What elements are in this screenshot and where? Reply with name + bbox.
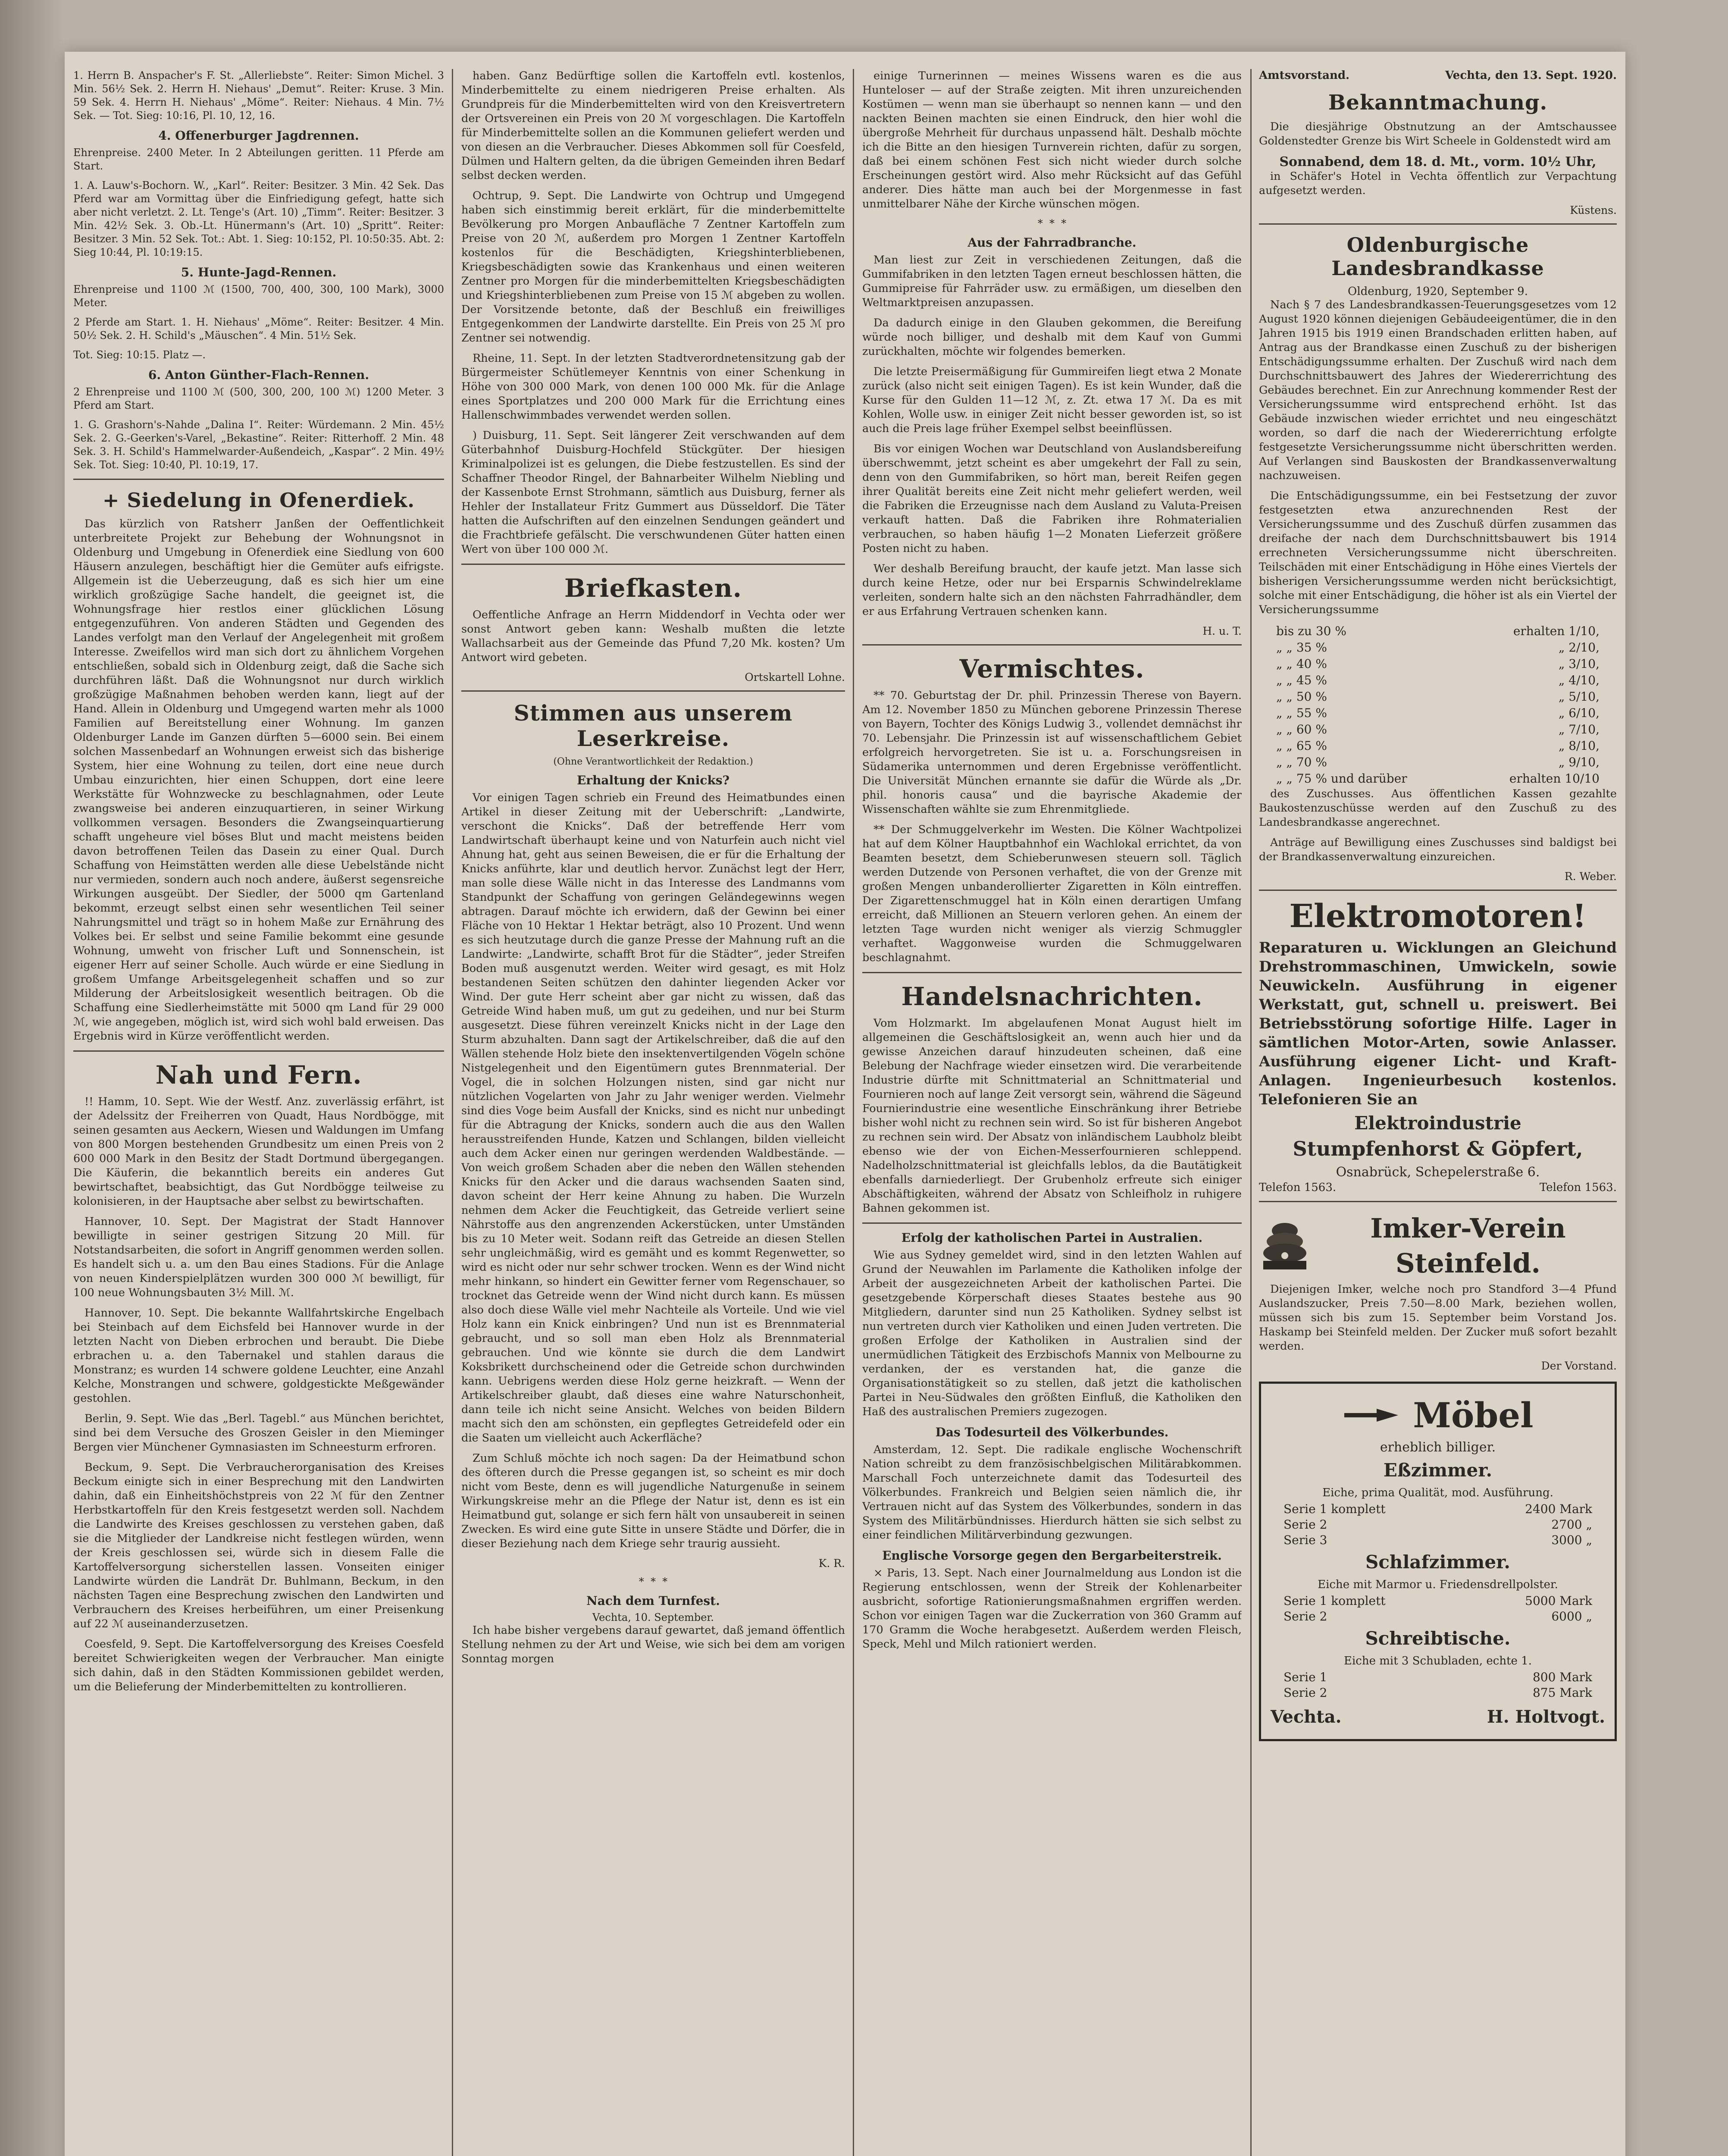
article-title-siedelung: + Siedelung in Ofenerdiek.: [102, 489, 415, 512]
article-title-englische-vorsorge: Englische Vorsorge gegen den Bergarbeiterstreik.: [882, 1548, 1222, 1563]
notice-date-line: Sonnabend, dem 18. d. Mt., vorm. 10½ Uhr,: [1279, 154, 1597, 169]
news-item: ** 70. Geburtstag der Dr. phil. Prinzessin Therese von Bayern. Am 12. November 1850 zu München geborene Prinzessin Therese von Bayern, Tochter des Königs Ludwig 3., vollendet demnächst ihr 70. Lebensjahr. Die Prinzessin ist auf wissenschaftlichem Gebiet erfolgreich hervorgetreten. Sie ist u. a. Forschungsreisen in Südamerika unternommen und deren Ergebnisse veröffentlicht. Die Universität München ernannte sie dafür die Würde als „Dr. phil. honoris causa“ und die bayrische Akademie der Wissenschaften wählte sie zum Ehrenmitgliede.: [862, 689, 1242, 816]
section-title-stimmen: Stimmen aus unserem Leserkreise.: [513, 700, 793, 751]
ad-signature: Der Vorstand.: [1541, 1360, 1617, 1372]
ad-merchant: H. Holtvogt.: [1487, 1707, 1605, 1727]
notice-date: Vechta, den 13. Sept. 1920.: [1445, 69, 1617, 82]
divider: [862, 972, 1242, 973]
divider: [1259, 223, 1617, 225]
column-1: [73, 69, 444, 2156]
table-row: „ „ 40 % „ 3/10,: [1276, 657, 1600, 671]
ad-elektromotoren: [1259, 898, 1617, 1194]
notice-header: [1259, 69, 1617, 82]
race-heading: 4. Offenerburger Jagdrennen.: [158, 128, 359, 143]
news-item: Vom Holzmarkt. Im abgelaufenen Monat August hielt im allgemeinen die Geschäftslosigkeit an, wenn auch hier und da gewisse Anzeichen darauf hinzudeuten scheinen, daß eine Belebung der Nachfrage wieder einsetzen wird. Die verarbeitende Industrie dürfte mit Schnittmaterial an Schnittmaterial und Fournieren noch auf lange Zeit versorgt sein, während die Sägeund Fournierindustrie eine wesentliche Einschränkung ihrer Betriebe bisher wohl nicht zu rechnen sein wird. So ist für bisheren Angebot zu rechnen sein wird. Der Absatz von inländischem Laubholz bleibt ebenso wie der von Eichen-Messerfournieren schleppend. Nadelholzschnittmaterial ist gleichfalls leblos, da die Bautätigkeit ebenfalls darniederliegt. Der Grubenholz erfreute sich einiger Abschäftigkeiten, während der Absatz von Schleifholz in ruhigere Bahnen gekommen ist.: [862, 1017, 1242, 1215]
divider: [73, 1050, 444, 1052]
article-signature: H. u. T.: [1202, 625, 1242, 637]
section-title-nah-und-fern: Nah und Fern.: [155, 1060, 362, 1090]
race-heading: 5. Hunte-Jagd-Rennen.: [181, 265, 337, 279]
letter-body: Oeffentliche Anfrage an Herrn Middendorf in Vechta oder wer sonst Antwort geben kann: Weshalb mußten die letzte Wallachsarbeit aus der Gemeinde das Pfund 7,20 Mk. kosten? Um Antwort wird gebeten.: [461, 608, 845, 664]
article-body: Das kürzlich von Ratsherr Janßen der Oeffentlichkeit unterbreitete Projekt zur Behebung der Wohnungsnot in Oldenburg und Umgebung in Ofenerdiek eine Siedlung von 600 Häusern anzulegen, beschäftigt hier die Gemüter aufs eifrigste. Allgemein ist die Ueberzeugung, daß es sich hier um eine wirklich großzügige Sache handelt, die geeignet ist, die Wohnungsfrage hier restlos einer glücklichen Lösung entgegenzuführen. Von anderen Städten und Gegenden des Landes verfolgt man den Verlauf der Angelegenheit mit großem Interesse. Zweifellos wird man sich dort zu ähnlichem Vorgehen entschließen, sobald sich in Oldenburg zeigt, daß die Sache sich durchführen läßt. Daß die Wohnungsnot nur durch wirklich großzügige Maßnahmen behoben werden kann, liegt auf der Hand. Allein in Oldenburg und Umgegend warten mehr als 1000 Familien auf Bereitstellung einer Wohnung. Im ganzen Oldenburger Lande im Ganzen dürften 5—6000 sein. Bei einem solchen Massenbedarf an Wohnungen erweist sich das bisherige System, hier eine Wohnung zu teilen, dort eine neue durch Umbau einzurichten, hier einen Schuppen, dort eine leere Werkstätte für Wohnzwecke zu beschlagnahmen, oder Leute zwangsweise bei anderen einzuquartieren, in seiner Wirkung vollkommen versagen. Besonders die Zwangseinquartierung schafft ungeheure viel böses Blut und macht meistens beiden davon betroffenen Teilen das Dasein zu einer Qual. Durch Schaffung von Heimstätten werden alle diese Uebelstände nicht nur vermieden, sondern auch noch andere, äußerst segensreiche Wirkungen ausgeübt. Der Siedler, der 5000 qm Gartenland bekommt, erzeugt selbst einen sehr wesentlichen Teil seiner Nahrungsmittel und trägt so in hohem Maße zur Ernährung des Volkes bei. Er selbst und seine Familie bekommt eine gesunde Wohnung, umweht von frischer Luft und Sonnenschein, ist eigener Herr auf seiner Scholle. Auch würde er eine Siedlung in großem Umfange Arbeitsgelegenheit schaffen und so zur Milderung der Arbeitslosigkeit wesentlich beitragen. Ob die Schaffung eine Siedlerheimstätte mit 5000 qm Land für 29 000 ℳ, wie angegeben, möglich ist, wird sich wohl bald erweisen. Das Ergebnis wird in Kürze veröffentlicht werden.: [73, 517, 444, 1043]
furniture-category: Eßzimmer.: [1383, 1460, 1493, 1481]
section-title-vermischtes: Vermischtes.: [959, 654, 1145, 683]
section-title-handel: Handelsnachrichten.: [901, 982, 1203, 1011]
notice-body: Die Entschädigungssumme, ein bei Festsetzung der zuvor festgesetzten etwa anzurechnenden Rest der Versicherungssumme und des Zuschuß dürfen zusammen das dreifache der nach dem Durchschnittsbauwert bis 1914 errechneten Versicherungssumme nicht überschreiten. Teilschäden mit einer Entschädigung in Höhe eines Viertels der bisherigen Versicherungssumme werden nicht berücksichtigt, solche mit einer Entschädigung, die höher ist als ein Viertel der Versicherungssumme: [1259, 489, 1617, 616]
notice-body: Die diesjährige Obstnutzung an der Amtschaussee Goldenstedter Grenze bis Wirt Scheele in Goldenstedt wird am: [1259, 120, 1617, 147]
article-body: × Paris, 13. Sept. Nach einer Journalmeldung aus London ist die Regierung entschlossen, wenn der Streik der Kohlenarbeiter ausbricht, sofortige Rationierungsmaßnahmen ergriffen werden. Schon vor einigen Tagen war die Zuckerration von 360 Gramm auf 170 Gramm die Woche herabgesetzt. Außerdem werden Fleisch, Speck, Mehl und Milch rationiert werden.: [862, 1567, 1242, 1651]
race-result: 1. G. Grashorn's-Nahde „Dalina I“. Reiter: Würdemann. 2 Min. 45½ Sek. 2. G.-Geerken's-Varel, „Bekastine“. Reiter: Ritterhoff. 2 Min. 48 Sek. 3. H. Schild's Hammelwarder-Außendeich, „Kaspar“. 2 Min. 49½ Sek. Tot. Sieg: 10:40, Pl. 10:19, 17.: [73, 419, 444, 471]
furniture-desc: Eiche, prima Qualität, mod. Ausführung.: [1322, 1486, 1553, 1499]
race-result: 1. Herrn B. Anspacher's F. St. „Allerliebste“. Reiter: Simon Michel. 3 Min. 56½ Sek. 2. Herrn H. Niehaus' „Demut“. Reiter: Kruse. 3 Min. 59 Sek. 4. Herrn H. Niehaus' „Möme“. Reiter: Niehaus. 4 Min. 7½ Sek. — Tot. Sieg: 10:16, Pl. 10, 12, 16.: [73, 69, 444, 122]
table-row: „ „ 55 % „ 6/10,: [1276, 706, 1600, 720]
column-rule: [1250, 69, 1252, 2156]
notice-body: des Zuschusses. Aus öffentlichen Kassen gezahlte Baukostenzuschüsse werden auf den Zuschuß zu des Landesbrandkasse angerechnet.: [1259, 787, 1617, 829]
ad-imker-verein: [1259, 1209, 1617, 1372]
news-item: !! Hamm, 10. Sept. Wie der Westf. Anz. zuverlässig erfährt, ist der Adelssitz der Freiherren von Quadt, Haus Nordbögge, mit seinen gesamten aus Aeckern, Wiesen und Waldungen im Umfang von 800 Morgen bestehenden Grundbesitz um einen Preis von 2 600 000 Mark in den Besitz der Stadt Dortmund übergegangen. Die Käuferin, die bekanntlich bereits ein anderes Gut bewirtschaftet, beabsichtigt, das Gut Nordbögge teilweise zu kolonisieren, in der Hauptsache aber selbst zu bewirtschaften.: [73, 1095, 444, 1208]
price-row: Serie 2 875 Mark: [1283, 1686, 1592, 1700]
beehive-icon: [1259, 1218, 1311, 1274]
ad-body: Reparaturen u. Wicklungen an Gleichund Drehstrommaschinen, Umwickeln, sowie Neuwickeln. Ausführung in eigener Werkstatt, gut, schnell u. preiswert. Bei Betriebsstörung sofortige Hilfe. Lager in sämtlichen Motor-Arten, sowie Anlasser. Ausführung eigener Licht- und Kraft-Anlagen. Ingenieurbesuch kostenlos. Telefonieren Sie an: [1259, 939, 1617, 1108]
notice-title-brandkasse: Oldenburgische Landesbrandkasse: [1331, 233, 1544, 280]
article-body: Ich habe bisher vergebens darauf gewartet, daß jemand öffentlich Stellung nehmen zu der Art und Weise, wie sich bei dem am vorigen Sonntag morgen: [461, 1624, 845, 1665]
section-title-briefkasten: Briefkasten.: [564, 573, 742, 603]
column-4: [1259, 69, 1617, 2156]
table-row: bis zu 30 % erhalten 1/10,: [1276, 624, 1600, 638]
news-item: Hannover, 10. Sept. Der Magistrat der Stadt Hannover bewilligte in seiner gestrigen Sitzung 20 Mill. für Notstandsarbeiten, die sofort in Angriff genommen werden sollen. Es handelt sich u. a. um den Bau eines Stadions. Für die Anlage von neuen Kinderspielplätzen wurden 300 000 ℳ bewilligt, für 100 neue Wohnungsbauten 3½ Mill. ℳ.: [73, 1215, 444, 1299]
price-row: Serie 1 800 Mark: [1283, 1670, 1592, 1684]
notice-body: Nach § 7 des Landesbrandkassen-Teuerungsgesetzes vom 12 August 1920 können diejenigen Gebäudeeigentümer, die in den Jahren 1915 bis 1919 einen Brandschaden erlitten haben, auf Antrag aus der Brandkasse einen Zuschuß zu der bisherigen Entschädigungssumme erhalten. Der Zuschuß wird nach dem Durchschnittsbauwert des Jahres der Wiedererrichtung des Gebäudes berechnet. Ein zur Anrechnung kommender Rest der Versicherungssumme wird entsprechend erhöht. Ist das Gebäude inzwischen wieder errichtet und neu eingeschätzt worden, so darf die nach der Wiedererrichtung erfolgte festgesetzte Versicherungssumme nicht überschritten werden. Auf Verlangen sind Bauskosten der Brandkassenverwaltung nachzuweisen.: [1259, 298, 1617, 482]
price-row: Serie 3 3000 „: [1283, 1533, 1592, 1547]
race-result: Tot. Sieg: 10:15. Platz —.: [73, 349, 206, 361]
ad-phone: Telefon 1563.: [1539, 1181, 1617, 1194]
article-title-turnfest: Nach dem Turnfest.: [586, 1594, 720, 1608]
letter-signature: Ortskartell Lohne.: [745, 671, 845, 683]
divider: [1259, 1201, 1617, 1202]
table-row: „ „ 70 % „ 9/10,: [1276, 755, 1600, 769]
news-item: Hannover, 10. Sept. Die bekannte Wallfahrtskirche Engelbach bei Steinbach auf dem Eichsfeld bei Hannover wurde in der letzten Nacht von Dieben erbrochen und beraubt. Die Diebe erbrachen u. a. den Tabernakel und stahlen daraus die Monstranz; es wurden 14 schwere goldene Leuchter, eine Anzahl Kelche, Monstrangen und schwere, goldgestickte Meßgewänder gestohlen.: [73, 1307, 444, 1405]
ad-footer: [1271, 1707, 1605, 1727]
table-row: „ „ 60 % „ 7/10,: [1276, 722, 1600, 736]
article-body: Da dadurch einige in den Glauben gekommen, die Bereifung würde noch billiger, und deshalb mit dem Kauf von Gummi zurückhalten, möchte wir folgendes bemerken.: [862, 317, 1242, 358]
price-row: Serie 1 komplett 5000 Mark: [1283, 1594, 1592, 1608]
divider: [461, 564, 845, 565]
article-title-erfolg: Erfolg der katholischen Partei in Australien.: [901, 1231, 1203, 1245]
article-body: Wie aus Sydney gemeldet wird, sind in den letzten Wahlen auf Grund der Neuwahlen im Parlamente die Katholiken infolge der Arbeit der ausgezeichneten Arbeit der katholischen Partei. Die gesetzgebende Körperschaft dieses Staates bestehe aus 90 Mitgliedern, darunter sind nun 25 Katholiken. Sydney selbst ist nun vertreten durch vier Katholiken und einen Juden vertreten. Die großen Erfolge der Katholiken in Australien sind der unermüdlichen Tätigkeit des Erzbischofs Mannix von Melbourne zu verdanken, der es verstanden hat, die ganze die Organisationstätigkeit so zu stellen, daß jetzt die katholischen Partei in Neu-Südwales den größten Einfluß, die Katholiken den Haß des australischen Premiers zugezogen.: [862, 1249, 1242, 1418]
article-body: Vor einigen Tagen schrieb ein Freund des Heimatbundes einen Artikel in dieser Zeitung mit der Ueberschrift: „Landwirte, verschont die Knicks“. Daß der betreffende Herr vom Landwirtschaft überhaupt keine und von Naturfein auch nicht viel Ahnung hat, geht aus seinen Beweisen, die er für die Erhaltung der Knicks anführte, klar und deutlich hervor. Zunächst legt der Herr, man solle diese Wälle nicht in das Interesse des Landmanns vom Standpunkt der Schaffung von geringen Geländegewinns wegen abtragen. Darauf möchte ich erwidern, daß der Gewinn bei einer Fläche von 10 Hektar 1 Hektar beträgt, also 10 Prozent. Und wenn es sich heutzutage durch die ganze Presse der Mahnung ruft an die Landwirte: „Landwirte, schafft Brot für die Städter“, jeder Streifen Boden muß ausgenutzt werden. Weiter wird gesagt, es mit Holz bestandenen Seiten schützen den dahinter liegenden Acker vor Wind. Der gute Herr scheint aber gar nicht zu wissen, daß das Getreide Wind haben muß, um gut zu gedeihen, und nur bei Sturm ausgesetzt. Diese führen vereinzelt Knicks nicht in der Lage den Sturm abzuhalten. Dann sagt der Artikelschreiber, daß die auf den Wällen stehende Holz biete den insektenvertilgenden Vögeln schöne Nistgelegenheit und den Eigentümern gutes Brennmaterial. Der Vogel, die in solchen Holzungen nisten, sind gar nicht nur nützlichen Vogelarten von Jahr zu Jahr weniger werden. Vielmehr sind dies Voge beim Ausfall der Knicks, sind es nicht nur unbedingt für die Abtragung der Knicks, sondern auch die aus den Wallen herausstreifenden Hunde, Katzen und Schlangen, bilden vielleicht auch dem Acker einen nur geringen werdenden Waldbestände. — Von weich großem Schaden aber die neben den Wällen stehenden Knicks für den Acker und die daraus wachsenden Saaten sind, davon scheint der Herr keine Ahnung zu haben. Die Wurzeln nehmen dem Acker die Feuchtigkeit, das Getreide verliert seine Nährstoffe aus den angrenzenden Ackerstücken, unter Umständen bis zu 10 Meter weit. Sodann reift das Getreide an diesen Stellen sehr ungleichmäßig, wird es gemäht und es kommt Regenwetter, so wird es nicht oder nur sehr schwer trocken. Wenn es der Wind nicht mehr hinkann, so hindert ein Gewitter ferner vom Regenschauer, so trocknet das Getreide wenn der Wind nicht durch kann. Es müssen also doch diese Wälle viel mehr Nachteile als Vorteile. Und wie viel Holz kann ein Knick einbringen? Und nun ist es Brennmaterial gebraucht, und so soll man eben Holz als Brennmaterial gebrauchen. Und wie könnte sie durch die dem Landwirt Koksbrikett durchscheinend oder die Getreide schon durchwinden kann. Uebrigens werden diese Holz gerne heizkraft. — Wenn der Artikelschreiber glaubt, daß dieses eine wahre Naturschonheit, dann teile ich nicht seine Ansicht. Welches von beiden Bildern macht sich den am schönsten, ein gepflegtes Getreidefeld oder ein die Saaten um vielleicht auch Ackerfläche?: [461, 791, 845, 1445]
article-title-fahrrad: Aus der Fahrradbranche.: [967, 235, 1136, 250]
furniture-category: Schreibtische.: [1365, 1628, 1511, 1649]
notice-signature: R. Weber.: [1564, 870, 1617, 883]
race-result: 2 Ehrenpreise und 1100 ℳ (500, 300, 200, 100 ℳ) 1200 Meter. 3 Pferd am Start.: [73, 386, 444, 411]
notice-body: in Schäfer's Hotel in Vechta öffentlich zur Verpachtung aufgesetzt werden.: [1259, 170, 1617, 197]
column-rule: [452, 69, 453, 2156]
news-item: ) Duisburg, 11. Sept. Seit längerer Zeit verschwanden auf dem Güterbahnhof Duisburg-Hochfeld Stückgüter. Der hiesigen Kriminalpolizei ist es gelungen, die Diebe festzustellen. Es sind der Schaffner Theodor Ringel, der Bahnarbeiter Wilhelm Niebling und der Kassenbote Ernst Strohmann, sämtlich aus Duisburg, ferner als Hehler der Installateur Fritz Gummert aus Düsseldorf. Die Täter hatten die Aufschriften auf den einzelnen Sendungen geändert und die Frachtbriefe gefälscht. Die verschwundenen Güter hatten einen Wert von über 100 000 ℳ.: [461, 429, 845, 556]
news-item: ** Der Schmuggelverkehr im Westen. Die Kölner Wachtpolizei hat auf dem Kölner Hauptbahnhof ein Wachlokal errichtet, da von Beamten besetzt, dem Schieberunwesen steuern soll. Täglich werden Dutzende von Personen verhaftet, die von der Grenze mit großen Mengen unbanderollierter Zigaretten in Köln eintreffen. Der Zigarettenschmuggel hat in Köln einen derartigen Umfang erreicht, daß Millionen an Steuern verloren gehen. An einem der letzten Tage wurden nicht weniger als vierzig Schmuggler verhaftet. Waggonweise wurden die Schmuggelwaren beschlagnahmt.: [862, 823, 1242, 964]
article-signature: K. R.: [818, 1557, 845, 1570]
price-row: Serie 1 komplett 2400 Mark: [1283, 1502, 1592, 1516]
ad-body: Diejenigen Imker, welche noch pro Standford 3—4 Pfund Auslandszucker, Preis 7.50—8.00 Mark, beziehen wollen, müssen sich bis zum 15. September beim Vorstand Jos. Haskamp bei Steinfeld melden. Der Zucker muß sofort bezahlt werden.: [1259, 1283, 1617, 1353]
furniture-category: Schlafzimmer.: [1365, 1551, 1510, 1573]
separator-stars: * * *: [639, 1576, 668, 1588]
ad-subtitle: erheblich billiger.: [1380, 1440, 1496, 1455]
divider: [862, 1222, 1242, 1224]
price-row: Serie 2 6000 „: [1283, 1609, 1592, 1623]
notice-body: Anträge auf Bewilligung eines Zuschusses sind baldigst bei der Brandkassenverwaltung einzureichen.: [1259, 836, 1617, 863]
article-title-todesurteil: Das Todesurteil des Völkerbundes.: [935, 1425, 1169, 1439]
table-row: „ „ 35 % „ 2/10,: [1276, 640, 1600, 655]
race-heading: 6. Anton Günther-Flach-Rennen.: [148, 368, 369, 382]
table-row: „ „ 65 % „ 8/10,: [1276, 739, 1600, 753]
ad-title: Imker-Verein: [1370, 1213, 1566, 1244]
furniture-desc: Eiche mit 3 Schubladen, echte 1.: [1344, 1655, 1532, 1667]
article-body: einige Turnerinnen — meines Wissens waren es die aus Hunteloser — auf der Straße zeigten. Mit ihren unzureichenden Kostümen — wenn man sie überhaupt so nennen kann — und den nackten Beinen machten sie einen Eindruck, den hier wohl die übergroße Mehrheit für durchaus unpassend hält. Deshalb möchte ich die Bitte an den hiesigen Turnverein richten, dafür zu sorgen, daß bei einem schönen Fest sich nicht wieder durch solche Erscheinungen gestört wird. Also mehr Rücksicht auf das Gefühl anderer. Dies hätte man auch bei der Morgenmesse in fast unmittelbarer Nähe der Kirche wünschen mögen.: [862, 69, 1242, 210]
divider: [862, 644, 1242, 646]
article-body: Wer deshalb Bereifung braucht, der kaufe jetzt. Man lasse sich durch keine Hetze, oder nur bei Ersparnis Schwindelreklame verleiten, sondern halte sich an den nächsten Fahrradhändler, dem er aus Erfahrung Vertrauen schenken kann.: [862, 562, 1242, 618]
editorial-note: (Ohne Verantwortlichkeit der Redaktion.): [553, 756, 753, 767]
table-row: „ „ 50 % „ 5/10,: [1276, 689, 1600, 704]
article-body: Amsterdam, 12. Sept. Die radikale englische Wochenschrift Nation schreibt zu dem französischbelgischen Militärabkommen. Marschall Foch unterzeichnete damit das Todesurteil des Völkerbundes. Frankreich und Belgien seien nämlich die, ihr Vertrauen nicht auf das System des Völkerbundes, sondern in das System des Militärbündnisses. Hierdurch hätten sie sich selbst zu einer feindlichen Militärverbindung gezwungen.: [862, 1443, 1242, 1542]
article-body: Bis vor einigen Wochen war Deutschland von Auslandsbereifung überschwemmt, jetzt scheint es aber umgekehrt der Fall zu sein, denn von den Gummifabriken, so hört man, bereit Reifen gegen ihrer Qualität bereits eine Zeit nicht mehr geliefert werden, weil die Fabriken die Erzeugnisse nach dem Ausland zu Valuta-Preisen verkauft hatten. Daß die Fabriken ihre Rohmaterialien verbrauchen, so haben häufig 1—2 Monaten Lieferzeit größere Posten nicht zu haben.: [862, 442, 1242, 555]
news-item: Berlin, 9. Sept. Wie das „Berl. Tagebl.“ aus München berichtet, sind bei dem Versuche des Groszen Geisler in den Mieminger Bergen vier Münchener Gymnasiasten im Schneesturm erfroren.: [73, 1412, 444, 1454]
news-item: Coesfeld, 9. Sept. Die Kartoffelversorgung des Kreises Coesfeld bereitet Schwierigkeiten wegen der Verbraucher. Man einigte sich dahin, daß in den Städten Kommissionen gebildet werden, um die Belieferung der Minderbemittelten zu kontrollieren.: [73, 1638, 444, 1693]
notice-dateline: Oldenburg, 1920, September 9.: [1348, 285, 1528, 298]
news-item: Ochtrup, 9. Sept. Die Landwirte von Ochtrup und Umgegend haben sich einstimmig bereit erklärt, für die minderbemittelte Bevölkerung pro Morgen Anbaufläche 7 Zentner Kartoffeln zum Preise von 20 ℳ, außerdem pro Morgen 1 Zentner Kartoffeln kostenlos für die Beschädigten, Kriegshinterbliebenen, Kriegsbeschädigten sowie das Krankenhaus und einen weiteren Zentner pro Morgen für die minderbemittelten Kriegsbeschädigten und Kriegshinterbliebenen zum Preise von 15 ℳ abgeben zu wollen. Der Vorsitzende betonte, daß der Beschluß ein freiwilliges Entgegenkommen der Landwirte darstellte. Ein Preis von 25 ℳ pro Zentner sei notwendig.: [461, 189, 845, 345]
ad-phone: Telefon 1563.: [1259, 1181, 1337, 1194]
separator-stars: * * *: [1037, 217, 1067, 229]
race-result: 2 Pferde am Start. 1. H. Niehaus' „Möme“. Reiter: Besitzer. 4 Min. 50½ Sek. 2. H. Schild's „Mäuschen“. 4 Min. 51½ Sek.: [73, 316, 444, 342]
column-rule: [853, 69, 854, 2156]
divider: [73, 479, 444, 480]
ad-title: Möbel: [1413, 1395, 1534, 1435]
article-body: Zum Schluß möchte ich noch sagen: Da der Heimatbund schon des öfteren durch die Presse gegangen ist, so scheint es mir doch nicht vom Beste, denn es will jugendliche Naturgenuße in seinem Wirkungskreise mehr an die Pflege der Natur ist, denn es ist ein Heimatbund gut, solange er sich fern hält von unsaubereit in seinen Zwecken. Es wird eine gute Sitte in unsere Städte und Dörfer, die in dieser Beziehung nach dem Kriege sehr traurig aussieht.: [461, 1452, 845, 1550]
ad-title: Elektromotoren!: [1289, 898, 1587, 935]
furniture-desc: Eiche mit Marmor u. Friedensdrellpolster.: [1318, 1578, 1558, 1591]
ad-company: Elektroindustrie: [1354, 1112, 1521, 1134]
divider: [1259, 890, 1617, 891]
news-item: Rheine, 11. Sept. In der letzten Stadtverordnetensitzung gab der Bürgermeister Schütlemeyer Kenntnis von einer Schenkung in Höhe von 300 000 Mark, von denen 100 000 Mk. für die Anlage eines Sportplatzes und 200 000 Mark für die Errichtung eines Hallenschwimmbades verwendet werden sollen.: [461, 352, 845, 422]
notice-signature: Küstens.: [1570, 204, 1617, 216]
ad-moebel: [1259, 1382, 1617, 1741]
ad-phone-row: [1259, 1181, 1617, 1194]
table-row: „ „ 45 % „ 4/10,: [1276, 673, 1600, 687]
article-body: Man liest zur Zeit in verschiedenen Zeitungen, daß die Gummifabriken in den letzten Tagen erneut beschlossen hätten, die Gummipreise für Fahrräder usw. zu ermäßigen, um dieselben den Weltmarktpreisen anzupassen.: [862, 254, 1242, 309]
article-body: Die letzte Preisermäßigung für Gummireifen liegt etwa 2 Monate zurück (also nicht seit einigen Tagen). Es ist kein Wunder, daß die Kurse für den Gulden 11—12 ℳ, z. Zt. etwa 17 ℳ. Da es mit Kohlen, Wolle usw. in einiger Zeit nicht besser geworden ist, so ist auch die Preis lage früher Exempel selbst beeinflüssen.: [862, 365, 1242, 435]
race-result: 1. A. Lauw's-Bochorn. W., „Karl“. Reiter: Besitzer. 3 Min. 42 Sek. Das Pferd war am Vormittag über die Einfriedigung gefegt, hatte sich aber nicht verletzt. 2. Lt. Tenge's (Art. 10) „Timm“. Reiter: Besitzer. 3 Min. 42½ Sek. 3. Ob.-Lt. Hünermann's (Art. 10) „Spritt“. Reiter: Besitzer. 3 Min. 52 Sek. Tot.: Abt. 1. Sieg: 10:152, Pl. 10:50:35. Abt. 2: Sieg 10:44, Pl. 10:19:15.: [73, 179, 444, 258]
table-row: „ „ 75 % und darüber erhalten 10/10: [1276, 771, 1600, 786]
newspaper-page: [65, 52, 1625, 2156]
race-result: Ehrenpreise und 1100 ℳ (1500, 700, 400, 300, 100 Mark), 3000 Meter.: [73, 283, 444, 309]
compensation-table: [1259, 623, 1617, 787]
news-item: haben. Ganz Bedürftige sollen die Kartoffeln evtl. kostenlos, Minderbemittelte zu einem niedrigeren Preise erhalten. Als Grundpreis für die Minderbemittelten wird von den Kreisvertretern der Ortsvereinen ein Preis von 20 ℳ vorgeschlagen. Die Kartoffeln für Minderbemittelte sollen an die Kommunen geliefert werden und von diesen an die Verbraucher. Dieses Abkommen soll für Coesfeld, Dülmen und Haltern gelten, da die übrigen Gemeinden ihren Bedarf selbst decken werden.: [461, 69, 845, 182]
divider: [461, 690, 845, 692]
race-result: Ehrenpreise. 2400 Meter. In 2 Abteilungen geritten. 11 Pferde am Start.: [73, 147, 444, 172]
notice-title-bekanntmachung: Bekanntmachung.: [1328, 91, 1548, 115]
ad-location: Vechta.: [1271, 1707, 1342, 1727]
ad-address: Osnabrück, Schepelerstraße 6.: [1336, 1165, 1540, 1180]
article-dateline: Vechta, 10. September.: [592, 1611, 714, 1623]
price-row: Serie 2 2700 „: [1283, 1517, 1592, 1532]
article-title-knicks: Erhaltung der Knicks?: [576, 773, 730, 787]
notice-authority: Amtsvorstand.: [1259, 69, 1350, 82]
ad-title: Steinfeld.: [1395, 1247, 1541, 1279]
hand-pointer-icon: [1342, 1400, 1402, 1430]
news-item: Beckum, 9. Sept. Die Verbraucherorganisation des Kreises Beckum einigte sich in einer Besprechung mit den Landwirten dahin, daß ein Einheitshöchstpreis von 22 ℳ für den Zentner Herbstkartoffeln für den Kreis festgesetzt werden soll. Nachdem die Landwirte des Kreises geschlossen zu verstehen gaben, daß sie die Mitglieder der Landkreise nicht festlegen würden, wenn der Kreis geschlossen sei, würde sich in diesem Falle die Kartoffelversorgung sicherstellen lassen. Vonseiten einiger Landwirte würden die Landrät Dr. Buhlmann, Beckum, in den nächsten Tagen eine Besprechung zwischen den Landwirten und Verbrauchern des Kreises herbeiführen, um einer Preisenkung auf 22 ℳ auseinanderzusetzen.: [73, 1461, 444, 1630]
column-3: [862, 69, 1242, 2156]
book-spine: [0, 0, 65, 2156]
column-2: [461, 69, 845, 2156]
ad-company-name: Stumpfenhorst & Göpfert,: [1293, 1137, 1583, 1160]
